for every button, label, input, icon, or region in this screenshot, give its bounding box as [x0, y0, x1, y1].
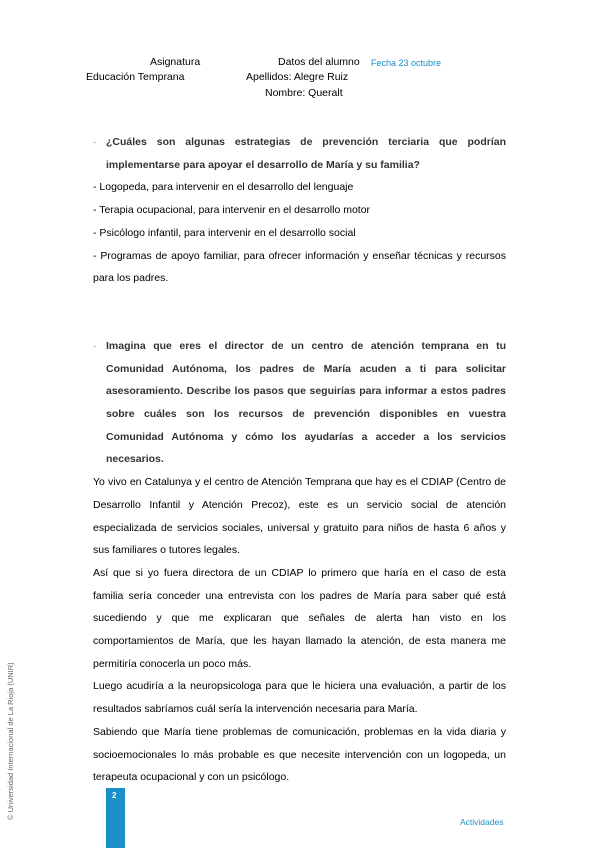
question-2 [93, 335, 506, 471]
question-2-text: Imagina que eres el director de un centro de atención temprana en tu Comunidad Autónoma, los padres de María acuden a ti para solicitar asesoramiento. Describe los pasos que seguirías para informar a estos padres sobre cuáles son los recursos de prevención disponibles en vuestra Comunidad Autónoma y cómo los ayudarías a acceder a los servicios necesarios. [106, 339, 506, 466]
bullet-icon: · [93, 339, 97, 352]
date-field: Fecha 23 octubre [371, 58, 442, 68]
answer-line: - Psicólogo infantil, para intervenir en el desarrollo social [93, 226, 356, 239]
question-1-text: ¿Cuáles son algunas estrategias de prevención terciaria que podrían implementarse para apoyar el desarrollo de María y su familia? [106, 136, 506, 171]
paragraph: Así que si yo fuera directora de un CDIAP lo primero que haría en el caso de esta familia sería conceder una entrevista con los padres de María para saber qué está sucediendo y que me explicaran que señales de alerta han visto en los comportamientos de María, que les hayan llamado la atención, de esta manera me permitiría conocerla un poco más. [93, 566, 506, 670]
paragraph: Luego acudiría a la neuropsicologa para que le hiciera una evaluación, a partir de los resultados sabríamos cuál sería la intervención necesaria para María. [93, 680, 506, 716]
student-label: Datos del alumno [278, 56, 360, 68]
answer-line: - Logopeda, para intervenir en el desarrollo del lenguaje [93, 181, 354, 194]
question-1 [93, 131, 506, 176]
surnames-field: Apellidos: Alegre Ruiz [246, 71, 349, 83]
name-field: Nombre: Queralt [265, 87, 343, 99]
subject-label: Asignatura [150, 56, 201, 68]
document-body [93, 131, 506, 789]
copyright-sidebar: © Universidad Internacional de La Rioja (UNIR) [6, 662, 15, 820]
page-number: 2 [112, 791, 117, 800]
footer-section-label: Actividades [460, 817, 504, 827]
paragraph: Sabiendo que María tiene problemas de comunicación, problemas en la vida diaria y socioemocionales lo más probable es que necesite intervención con un logopeda, un terapeuta ocupacional y con un psicólogo. [93, 725, 506, 784]
paragraph: Yo vivo en Catalunya y el centro de Atención Temprana que hay es el CDIAP (Centro de Desarrollo Infantil y Atención Precoz), este es un servicio social de atención especializada de servicios sociales, universal y gratuito para niños de hasta 6 años y sus familiares o tutores legales. [93, 476, 506, 557]
section-spacer [93, 290, 506, 335]
answer-line: - Programas de apoyo familiar, para ofrecer información y enseñar técnicas y recursos para los padres. [93, 249, 506, 285]
subject-value: Educación Temprana [86, 71, 185, 83]
answer-line: - Terapia ocupacional, para intervenir en el desarrollo motor [93, 204, 371, 217]
bullet-icon: · [93, 136, 97, 148]
